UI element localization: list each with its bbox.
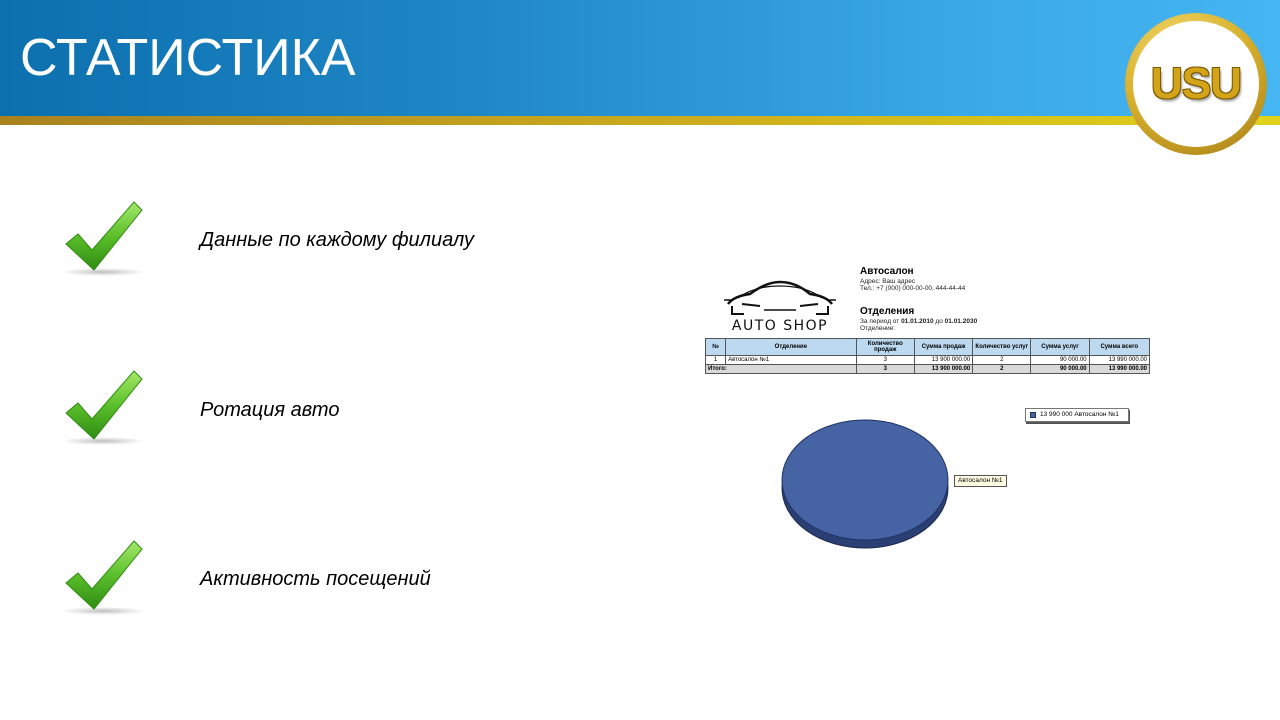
company-phone: Тел.: +7 (000) 000-00-00, 444-44-44 <box>860 285 966 292</box>
table-cell: 3 <box>856 365 914 374</box>
table-header-cell: Сумма услуг <box>1031 339 1089 356</box>
legend-swatch <box>1030 412 1036 418</box>
bullet-text-visits: Активность посещений <box>200 568 431 590</box>
table-cell: 13 990 000.00 <box>1089 365 1149 374</box>
logo-text: USU <box>1151 59 1241 108</box>
brand-text: AUTO SHOP <box>731 318 829 334</box>
table-row <box>706 356 1150 365</box>
bullet-text-branches: Данные по каждому филиалу <box>200 229 475 251</box>
table-header-row <box>706 339 1150 356</box>
table-cell: 13 900 000.00 <box>914 365 972 374</box>
table-cell: 1 <box>706 356 726 365</box>
pie-chart <box>780 418 960 558</box>
table-cell: Автосалон №1 <box>726 356 857 365</box>
slide-title: СТАТИСТИКА <box>20 29 356 87</box>
company-address: Адрес: Ваш адрес <box>860 278 916 285</box>
bullet-text-rotation: Ротация авто <box>200 399 340 421</box>
table-cell: 2 <box>973 365 1031 374</box>
table-header-cell: Сумма всего <box>1089 339 1149 356</box>
chart-legend <box>1025 408 1129 422</box>
table-cell: Итого: <box>706 365 857 374</box>
table-header-cell: Отделение <box>726 339 857 356</box>
header-gold-stripe <box>0 116 1280 125</box>
table-cell: 90 000.00 <box>1031 356 1089 365</box>
report-period: За период от 01.01.2010 до 01.01.2030 <box>860 318 978 325</box>
report-table <box>705 338 1150 374</box>
table-cell: 13 990 000.00 <box>1089 356 1149 365</box>
check-icon <box>58 537 148 617</box>
table-cell: 3 <box>856 356 914 365</box>
report-preview <box>700 260 1160 590</box>
pie-slice <box>782 420 948 540</box>
pie-slice-label: Автосалон №1 <box>954 475 1007 487</box>
table-header-cell: № <box>706 339 726 356</box>
table-header-cell: Количество продаж <box>856 339 914 356</box>
usu-logo <box>1125 13 1267 155</box>
check-icon <box>58 367 148 447</box>
table-header-cell: Количество услуг <box>973 339 1031 356</box>
table-cell: 90 000.00 <box>1031 365 1089 374</box>
table-header-cell: Сумма продаж <box>914 339 972 356</box>
table-total-row <box>706 365 1150 374</box>
table-cell: 13 900 000.00 <box>914 356 972 365</box>
table-cell: 2 <box>973 356 1031 365</box>
section-title: Отделения <box>860 306 915 317</box>
department-label: Отделение: <box>860 325 896 332</box>
legend-entry: 13 990 000 Автосалон №1 <box>1040 411 1119 418</box>
company-name: Автосалон <box>860 266 914 277</box>
check-icon <box>58 198 148 278</box>
